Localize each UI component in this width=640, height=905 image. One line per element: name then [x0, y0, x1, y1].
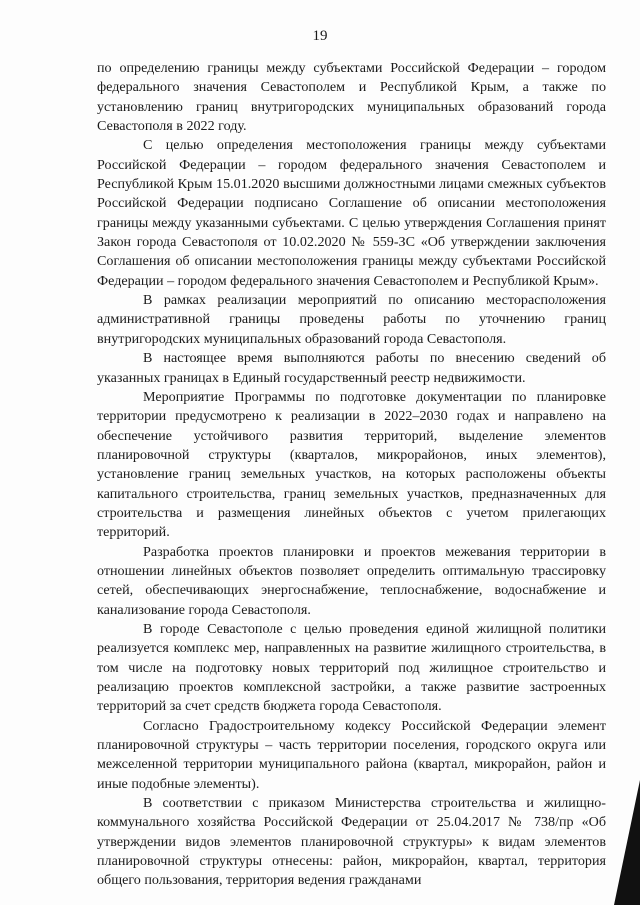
paragraph-ministry-order: В соответствии с приказом Министерства строительства и жилищно-коммунального хозяйства Российской Федерации от 25.04.2017 № 738/пр «Об утверждении видов элементов планировочной структуры» к видам элементов планировочной структуры отнесены: район, микрорайон, квартал, территория общего пользования, территория ведения гражданами — [97, 795, 606, 889]
document-body — [97, 59, 606, 891]
paragraph-agreement: С целью определения местоположения границы между субъектами Российской Федерации – городом федерального значения Севастополем и Республикой Крым 15.01.2020 высшими должностными лицами смежных субъектов Российской Федерации подписано Соглашение об описании местоположения границы между указанными субъектами. С целью утверждения Соглашения принят Закон города Севастополя от 10.02.2020 № 559-ЗС «Об утверждении заключения Соглашения об описании местоположения границы между субъектами Российской Федерации – городом федерального значения Севастополем и Республикой Крым». — [97, 137, 606, 289]
paragraph-continuation: по определению границы между субъектами Российской Федерации – городом федерального значения Севастополем и Республикой Крым, а также по установлению границ внутригородских муниципальных образований города Севастополя в 2022 году. — [97, 60, 606, 135]
paragraph-boundary-works: В рамках реализации мероприятий по описанию месторасположения административной границы проведены работы по уточнению границ внутригородских муниципальных образований города Севастополя. — [97, 292, 606, 347]
paragraph-planning-documentation: Мероприятие Программы по подготовке документации по планировке территории предусмотрено к реализации в 2022–2030 годах и направлено на обеспечение устойчивого развития территорий, выделение элементов планировочной структуры (кварталов, микрорайонов, иных элементов), установление границ земельных участков, на которых расположены объекты капитального строительства, границ земельных участков, предназначенных для строительства и размещения линейных объектов с учетом прилегающих территорий. — [97, 388, 606, 541]
paragraph-housing-policy: В городе Севастополе с целью проведения единой жилищной политики реализуется комплекс мер, направленных на развитие жилищного строительства, в том числе на подготовку новых территорий под жилищное строительство и реализацию проектов комплексной застройки, а также развитие застроенных территорий за счет средств бюджета города Севастополя. — [97, 620, 606, 715]
page-number: 19 — [312, 28, 328, 44]
paragraph-linear-objects: Разработка проектов планировки и проектов межевания территории в отношении линейных объектов позволяет определить оптимальную трассировку сетей, обеспечивающих энергоснабжение, теплоснабжение, водоснабжение и канализование города Севастополя. — [97, 543, 606, 618]
scan-corner-shadow — [614, 780, 640, 905]
paragraph-registry: В настоящее время выполняются работы по внесению сведений об указанных границах в Единый государственный реестр недвижимости. — [97, 350, 606, 386]
paragraph-urban-code: Согласно Градостроительному кодексу Российской Федерации элемент планировочной структуры – часть территории поселения, городского округа или межселенной территории муниципального района (квартал, микрорайон, район и иные подобные элементы). — [97, 717, 606, 792]
